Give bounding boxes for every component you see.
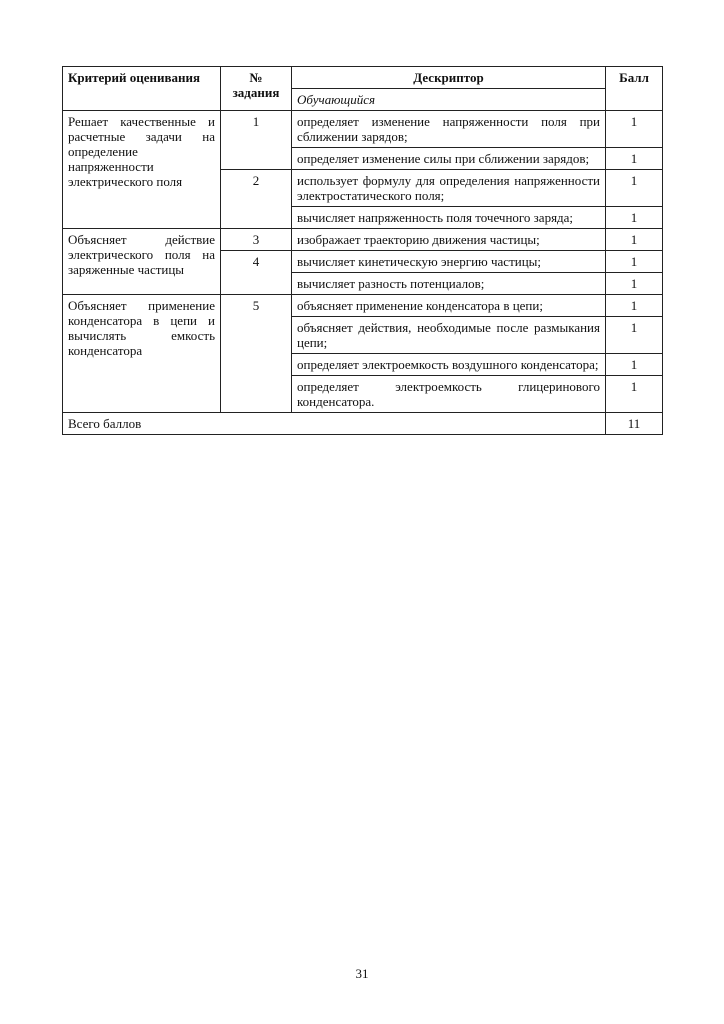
score-cell: 1 [606,170,663,207]
total-value: 11 [606,413,663,435]
criterion-cell: Объясняет применение конденсатора в цепи и вычислять емкость конденсатора [63,295,221,413]
descriptor-cell: объясняет применение конденсатора в цепи; [292,295,606,317]
criterion-cell: Объясняет действие электрического поля на заряженные частицы [63,229,221,295]
score-cell: 1 [606,317,663,354]
total-label: Всего баллов [63,413,606,435]
criterion-cell: Решает качественные и расчетные задачи на определение напряженности электрического поля [63,111,221,229]
header-criterion: Критерий оценивания [63,67,221,111]
descriptor-cell: вычисляет разность потенциалов; [292,273,606,295]
assessment-table [62,66,663,435]
score-cell: 1 [606,251,663,273]
header-score: Балл [606,67,663,111]
table-row [63,229,663,251]
descriptor-cell: вычисляет кинетическую энергию частицы; [292,251,606,273]
header-student: Обучающийся [292,89,606,111]
score-cell: 1 [606,111,663,148]
score-cell: 1 [606,207,663,229]
table-row [63,295,663,317]
score-cell: 1 [606,376,663,413]
score-cell: 1 [606,229,663,251]
task-number-cell: 2 [221,170,292,229]
descriptor-cell: вычисляет напряженность поля точечного заряда; [292,207,606,229]
score-cell: 1 [606,354,663,376]
score-cell: 1 [606,273,663,295]
score-cell: 1 [606,295,663,317]
score-cell: 1 [606,148,663,170]
total-row [63,413,663,435]
task-number-cell: 5 [221,295,292,413]
descriptor-cell: определяет электроемкость воздушного конденсатора; [292,354,606,376]
descriptor-cell: изображает траекторию движения частицы; [292,229,606,251]
table-row [63,111,663,148]
task-number-cell: 3 [221,229,292,251]
task-number-cell: 1 [221,111,292,170]
header-descriptor: Дескриптор [292,67,606,89]
descriptor-cell: объясняет действия, необходимые после размыкания цепи; [292,317,606,354]
header-task-number: № задания [221,67,292,111]
descriptor-cell: определяет изменение силы при сближении зарядов; [292,148,606,170]
descriptor-cell: определяет изменение напряженности поля при сближении зарядов; [292,111,606,148]
descriptor-cell: определяет электроемкость глицеринового конденсатора. [292,376,606,413]
header-row [63,67,663,89]
descriptor-cell: использует формулу для определения напряженности электростатического поля; [292,170,606,207]
task-number-cell: 4 [221,251,292,295]
page-number: 31 [355,966,369,981]
